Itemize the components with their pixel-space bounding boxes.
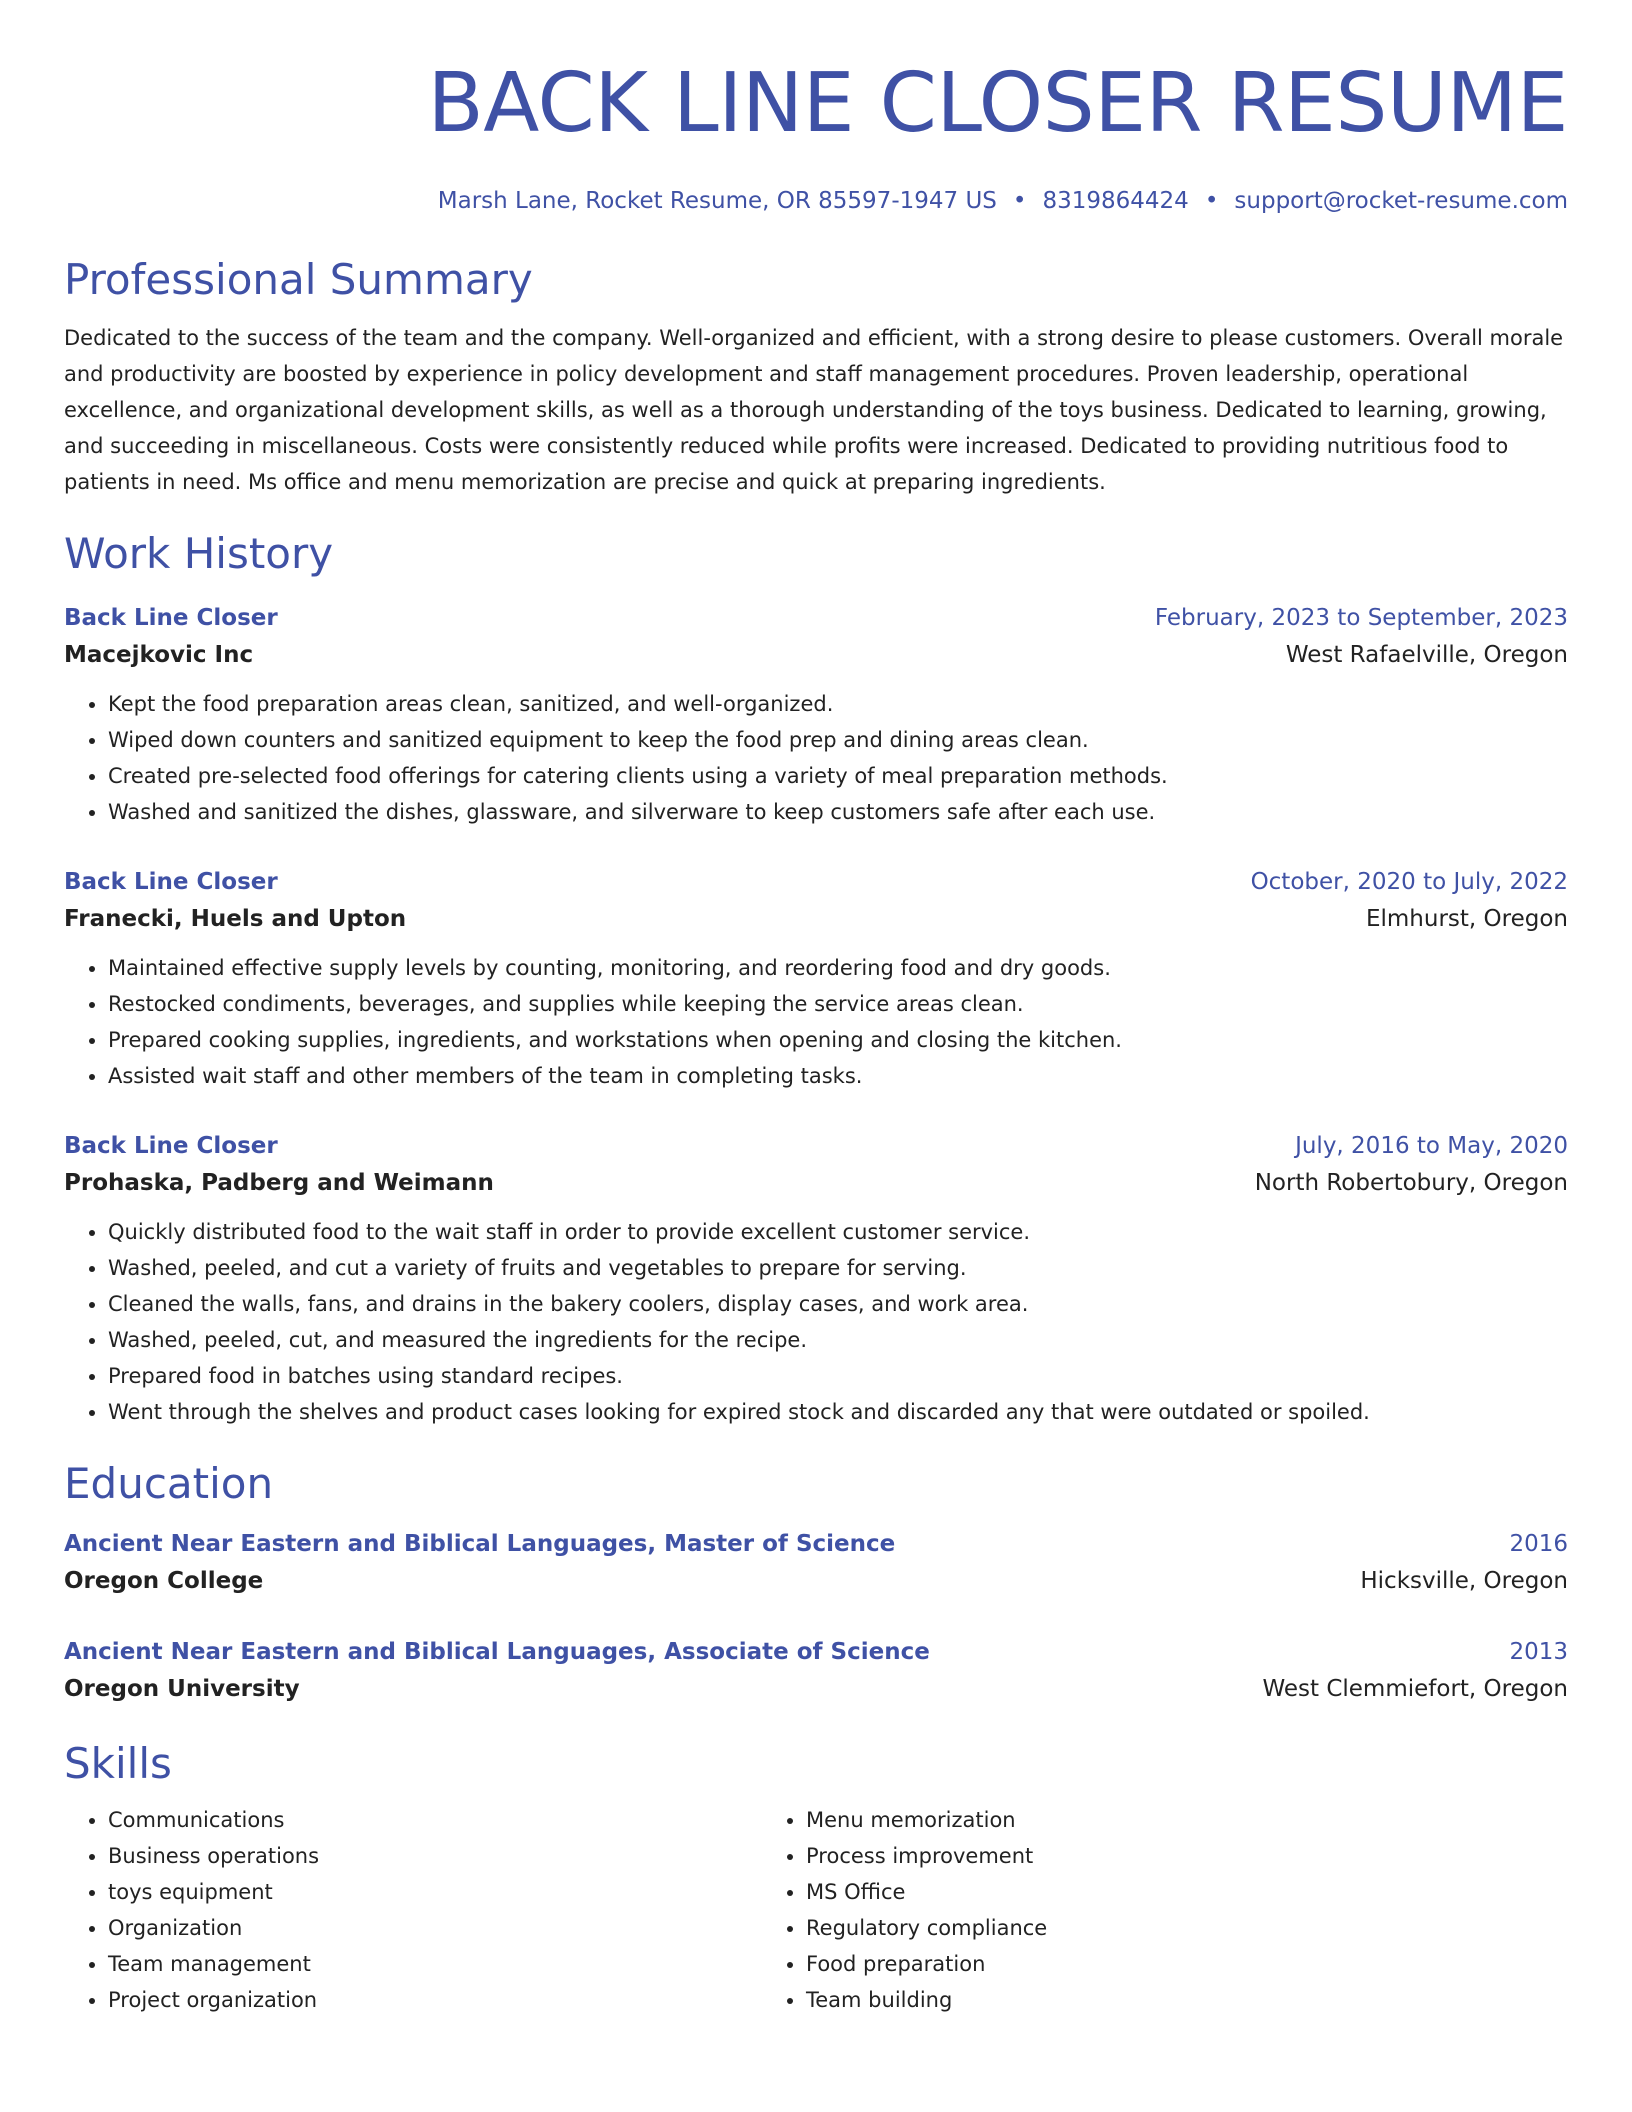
job-title: Back Line Closer	[64, 1133, 278, 1159]
job-bullet: • Went through the shelves and product cases looking for expired stock and discarded any that were outdated or spoiled.	[108, 1394, 1568, 1430]
education-school: Oregon University	[64, 1676, 300, 1702]
job-entry	[64, 864, 1568, 1094]
job-dates: July, 2016 to May, 2020	[1295, 1133, 1568, 1159]
job-title: Back Line Closer	[64, 605, 278, 631]
job-bullet: • Maintained effective supply levels by counting, monitoring, and reordering food and dry goods.	[108, 950, 1568, 986]
contact-line	[64, 186, 1568, 216]
job-company-row	[64, 900, 1568, 938]
skills-column-left	[64, 1802, 762, 2018]
skill-item: • toys equipment	[108, 1874, 762, 1910]
education-school-row	[64, 1670, 1568, 1708]
section-title-education: Education	[64, 1459, 274, 1508]
skills-list	[64, 1802, 1568, 2018]
job-bullets	[64, 1214, 1568, 1430]
skill-item: • Organization	[108, 1910, 762, 1946]
job-dates: February, 2023 to September, 2023	[1154, 605, 1568, 631]
education-year: 2016	[1509, 1531, 1568, 1557]
job-bullet: • Restocked condiments, beverages, and supplies while keeping the service areas clean.	[108, 986, 1568, 1022]
education-school: Oregon College	[64, 1568, 264, 1594]
skill-item: • Project organization	[108, 1982, 762, 2018]
job-dates: October, 2020 to July, 2022	[1250, 869, 1568, 895]
education-location: West Clemmiefort, Oregon	[1262, 1676, 1568, 1702]
job-bullets	[64, 686, 1568, 830]
section-title-summary: Professional Summary	[64, 255, 533, 304]
resume-header	[64, 54, 1568, 216]
job-location: North Robertobury, Oregon	[1254, 1170, 1568, 1196]
job-location: West Rafaelville, Oregon	[1285, 642, 1568, 668]
job-bullet: • Created pre-selected food offerings for catering clients using a variety of meal preparation methods.	[108, 758, 1568, 794]
job-title-row	[64, 864, 1568, 900]
skill-item: • Food preparation	[806, 1946, 1522, 1982]
contact-address: Marsh Lane, Rocket Resume, OR 85597-1947 US	[437, 188, 997, 214]
section-title-work-history: Work History	[64, 529, 334, 578]
contact-separator: •	[1204, 188, 1219, 214]
summary-text: Dedicated to the success of the team and the company. Well-organized and efficient, with a strong desire to please customers. Overall morale and productivity are boosted by experience in policy development and staff management procedures. Proven leadership, operational excellence, and organizational development skills, as well as a thorough understanding of the toys business. Dedicated to learning, growing, and succeeding in miscellaneous. Costs were consistently reduced while profits were increased. Dedicated to providing nutritious food to patients in need. Ms office and menu memorization are precise and quick at preparing ingredients.	[64, 326, 1564, 494]
job-title: Back Line Closer	[64, 869, 278, 895]
job-bullet: • Prepared cooking supplies, ingredients, and workstations when opening and closing the kitchen.	[108, 1022, 1568, 1058]
section-title-skills: Skills	[64, 1739, 172, 1788]
job-bullet: • Washed and sanitized the dishes, glassware, and silverware to keep customers safe after each use.	[108, 794, 1568, 830]
job-bullet: • Quickly distributed food to the wait staff in order to provide excellent customer service.	[108, 1214, 1568, 1250]
contact-email[interactable]: support@rocket-resume.com	[1234, 188, 1568, 214]
job-bullet: • Cleaned the walls, fans, and drains in the bakery coolers, display cases, and work area.	[108, 1286, 1568, 1322]
job-bullet: • Prepared food in batches using standard recipes.	[108, 1358, 1568, 1394]
skill-item: • MS Office	[806, 1874, 1522, 1910]
education-degree-row	[64, 1526, 1568, 1562]
skill-item: • Team building	[806, 1982, 1522, 2018]
job-entry	[64, 600, 1568, 830]
education-degree: Ancient Near Eastern and Biblical Languages, Associate of Science	[64, 1639, 930, 1665]
job-bullets	[64, 950, 1568, 1094]
contact-separator: •	[1012, 188, 1027, 214]
skill-item: • Team management	[108, 1946, 762, 1982]
education-school-row	[64, 1562, 1568, 1600]
skill-item: • Communications	[108, 1802, 762, 1838]
job-title-row	[64, 1128, 1568, 1164]
skill-item: • Menu memorization	[806, 1802, 1522, 1838]
job-company: Prohaska, Padberg and Weimann	[64, 1170, 494, 1196]
skill-item: • Business operations	[108, 1838, 762, 1874]
education-location: Hicksville, Oregon	[1360, 1568, 1568, 1594]
job-company-row	[64, 1164, 1568, 1202]
job-bullet: • Washed, peeled, and cut a variety of fruits and vegetables to prepare for serving.	[108, 1250, 1568, 1286]
job-bullet: • Washed, peeled, cut, and measured the ingredients for the recipe.	[108, 1322, 1568, 1358]
job-title-row	[64, 600, 1568, 636]
job-bullet: • Wiped down counters and sanitized equipment to keep the food prep and dining areas clean.	[108, 722, 1568, 758]
resume-name: BACK LINE CLOSER RESUME	[427, 56, 1568, 151]
contact-phone: 8319864424	[1042, 188, 1189, 214]
job-location: Elmhurst, Oregon	[1365, 906, 1568, 932]
education-degree-row	[64, 1634, 1568, 1670]
job-bullet: • Kept the food preparation areas clean, sanitized, and well-organized.	[108, 686, 1568, 722]
job-entry	[64, 1128, 1568, 1430]
job-company: Franecki, Huels and Upton	[64, 906, 407, 932]
education-degree: Ancient Near Eastern and Biblical Languages, Master of Science	[64, 1531, 896, 1557]
skill-item: • Process improvement	[806, 1838, 1522, 1874]
skill-item: • Regulatory compliance	[806, 1910, 1522, 1946]
job-bullet: • Assisted wait staff and other members of the team in completing tasks.	[108, 1058, 1568, 1094]
job-company: Macejkovic Inc	[64, 642, 254, 668]
job-company-row	[64, 636, 1568, 674]
education-entry	[64, 1634, 1568, 1708]
education-entry	[64, 1526, 1568, 1600]
skills-column-right	[762, 1802, 1522, 2018]
education-year: 2013	[1509, 1639, 1568, 1665]
